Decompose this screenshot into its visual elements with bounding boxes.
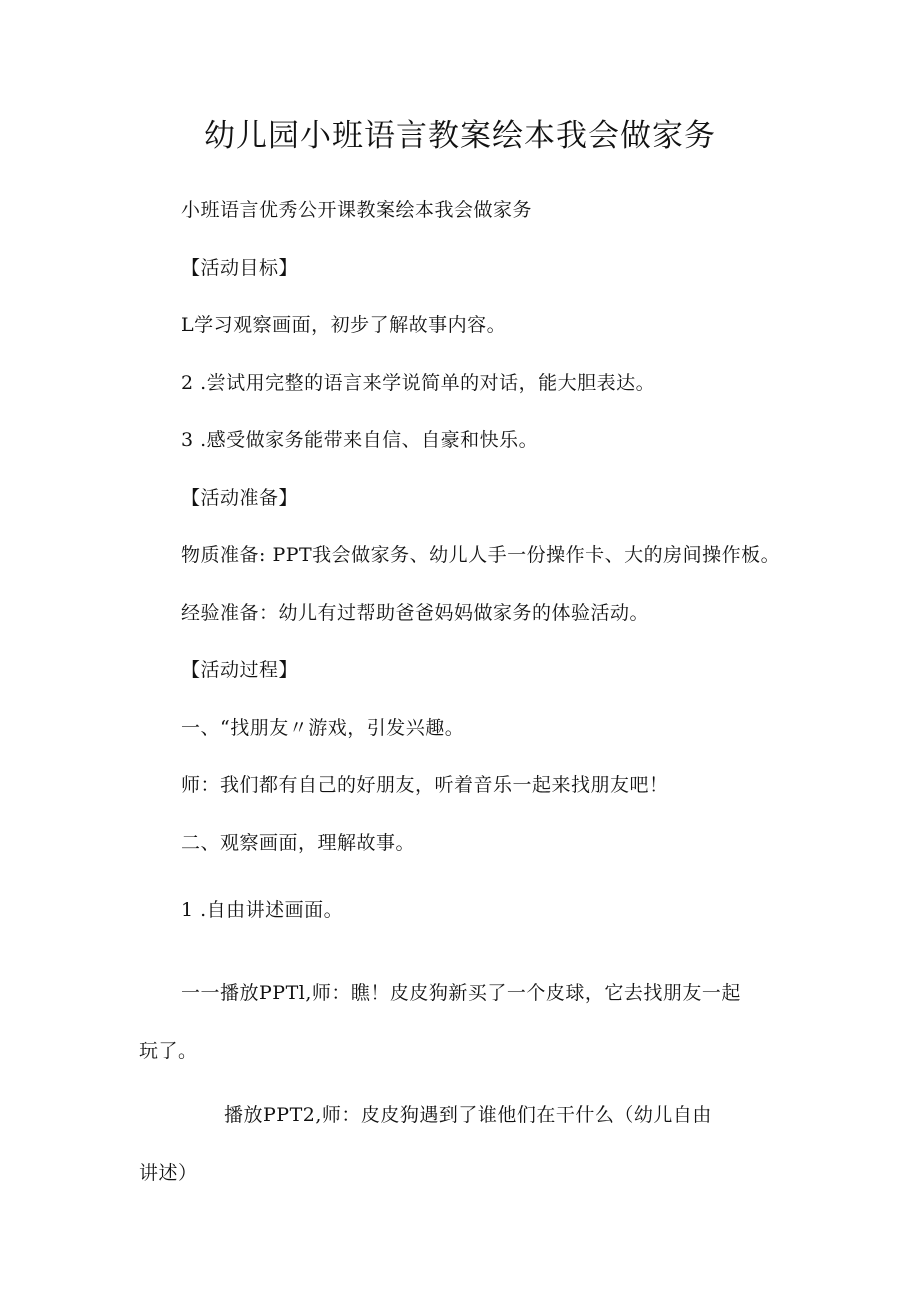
section-heading-preparation: 【活动准备】 <box>181 487 299 509</box>
process-step-2-1: 1 .自由讲述画面。 <box>181 899 344 921</box>
ppt1-line-2: 玩了。 <box>139 1040 198 1062</box>
ppt1-line-1: 一一播放PPTl,师：瞧！皮皮狗新买了一个皮球，它去找朋友一起 <box>181 982 741 1004</box>
process-step-1: 一、“找朋友〃游戏，引发兴趣。 <box>181 717 465 739</box>
goal-item-1: L学习观察画面，初步了解故事内容。 <box>181 314 507 336</box>
goal-item-2: 2 .尝试用完整的语言来学说简单的对话，能大胆表达。 <box>181 372 656 394</box>
goal-item-3: 3 .感受做家务能带来自信、自豪和快乐。 <box>181 429 539 451</box>
document-title: 幼儿园小班语言教案绘本我会做家务 <box>204 118 716 154</box>
prep-material: 物质准备: PPT我会做家务、幼儿人手一份操作卡、大的房间操作板。 <box>181 544 781 566</box>
prep-experience: 经验准备：幼儿有过帮助爸爸妈妈做家务的体验活动。 <box>181 602 650 624</box>
process-step-2: 二、观察画面，理解故事。 <box>181 832 416 854</box>
teacher-line-1: 师：我们都有自己的好朋友，听着音乐一起来找朋友吧！ <box>181 774 669 796</box>
ppt2-line-2: 讲述） <box>139 1162 198 1184</box>
document-subtitle: 小班语言优秀公开课教案绘本我会做家务 <box>181 199 533 221</box>
ppt2-line-1: 播放PPT2,师：皮皮狗遇到了谁他们在干什么（幼儿自由 <box>224 1104 712 1126</box>
section-heading-process: 【活动过程】 <box>181 659 299 681</box>
section-heading-goals: 【活动目标】 <box>181 257 299 279</box>
